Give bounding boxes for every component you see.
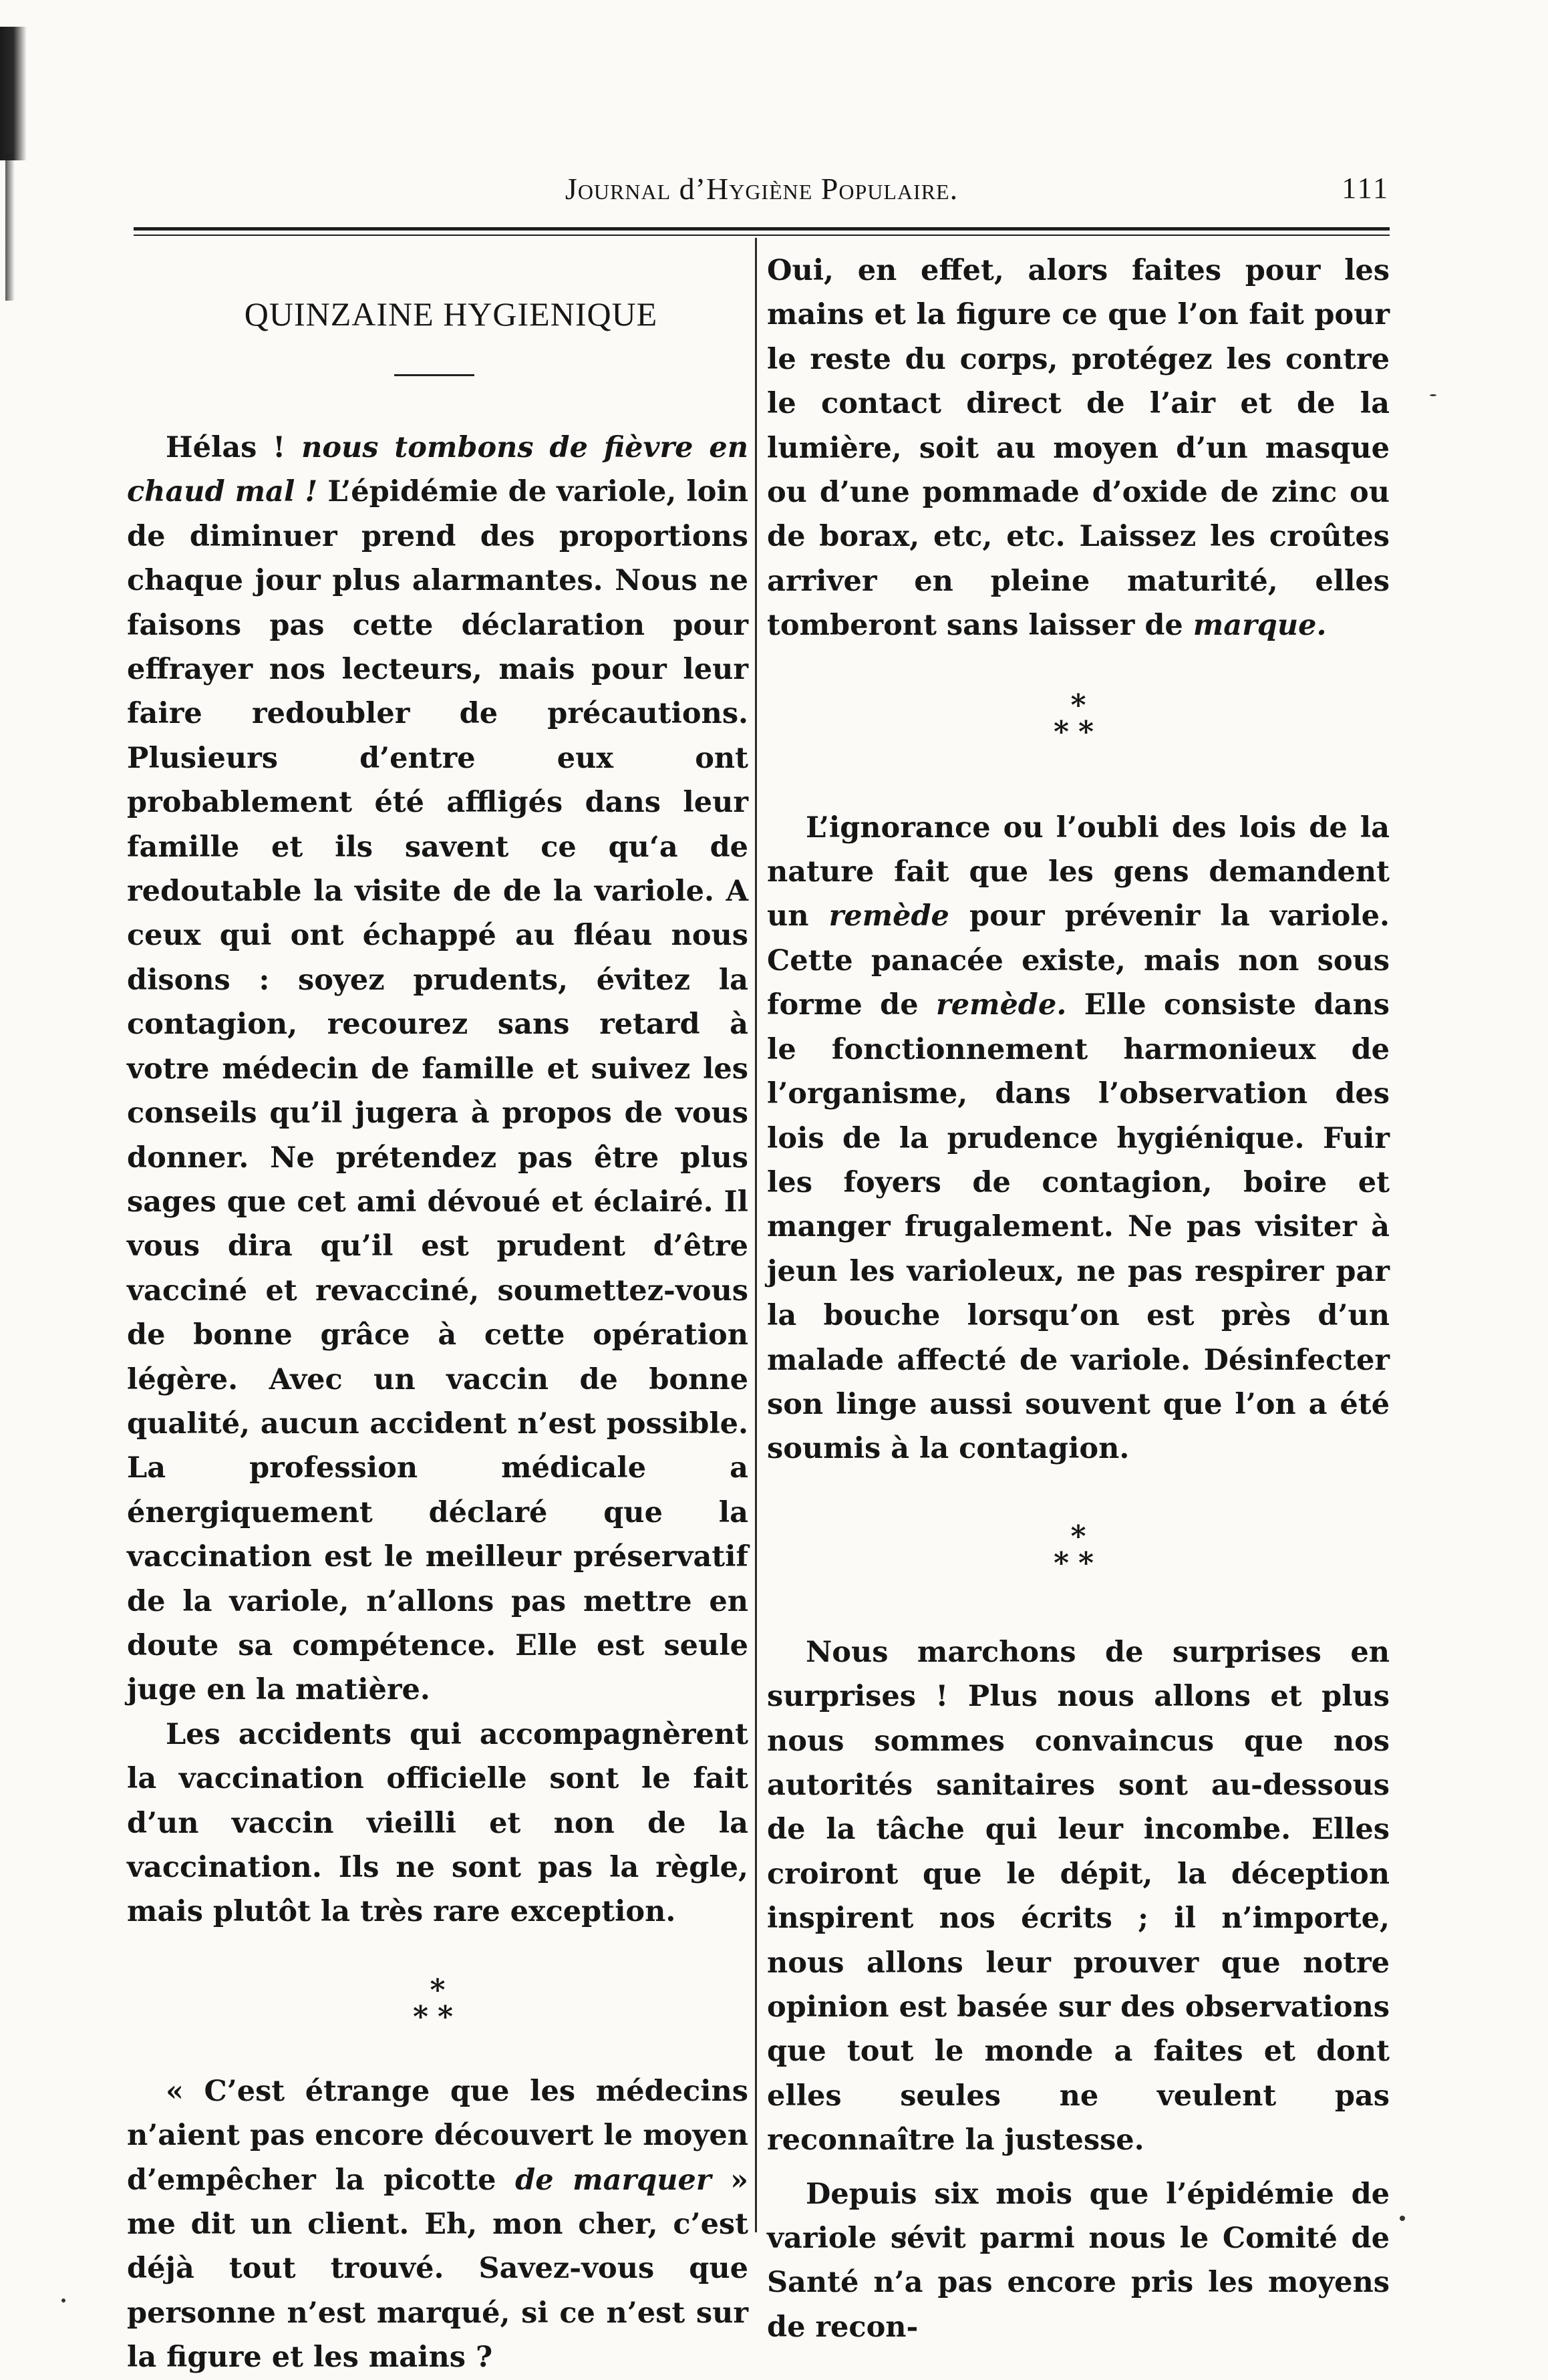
left-column xyxy=(127,249,748,2380)
section-title: QUINZAINE HYGIENIQUE xyxy=(244,295,658,333)
column-divider xyxy=(755,238,757,2232)
header-rule-thin xyxy=(134,235,1390,236)
ink-speck xyxy=(1400,2216,1405,2221)
binding-edge-shadow xyxy=(0,27,27,160)
running-head: Journal d’Hygiène Populaire. xyxy=(565,172,959,206)
ink-speck xyxy=(1430,394,1436,396)
asterism: * ** xyxy=(1053,1519,1104,1580)
binding-edge-streak xyxy=(5,154,15,301)
page-number: 111 xyxy=(1342,172,1390,204)
right-column xyxy=(767,249,1390,2349)
paragraph: « C’est étrange que les médecins n’aient pas encore découvert le moyen d’empêcher la picotte de marquer » me dit un client. Eh, mon cher, c’est déjà tout trouvé. Savez-vous que personne n’est marqué, si ce n’est sur la figure et les mains ? xyxy=(127,2074,748,2375)
paragraph: Oui, en effet, alors faites pour les mains et la figure ce que l’on fait pour le reste du corps, protégez les contre le contact direct de l’air et de la lumière, soit au moyen d’un masque ou d’une pommade d’oxide de zinc ou de borax, etc, etc. Laissez les croûtes arriver en pleine maturité, elles tomberont sans laisser de marque. xyxy=(767,254,1390,643)
paragraph: Depuis six mois que l’épidémie de variole sévit parmi nous le Comité de Santé n’a pas encore pris les moyens de recon- xyxy=(767,2177,1390,2344)
ink-speck xyxy=(61,2298,65,2302)
paragraph: L’ignorance ou l’oubli des lois de la nature fait que les gens demandent un remède pour prévenir la variole. Cette panacée existe, mais non sous forme de remède. Elle consiste dans le fonctionnement harmonieux de l’organisme, dans l’observation des lois de la prudence hygiénique. Fuir les foyers de contagion, boire et manger frugalement. Ne pas visiter à jeun les varioleux, ne pas respirer par la bouche lorsqu’on est près d’un malade affecté de variole. Désinfecter son linge aussi souvent que l’on a été soumis à la contagion. xyxy=(767,810,1390,1466)
asterism: * ** xyxy=(1053,688,1104,749)
paragraph: Hélas ! nous tombons de fièvre en chaud mal ! L’épidémie de variole, loin de diminuer prend des proportions chaque jour plus alarmantes. Nous ne faisons pas cette déclaration pour effrayer nos lecteurs, mais pour leur faire redoubler de précautions. Plusieurs d’entre eux ont probablement été affligés dans leur famille et ils savent ce qu‘a de redoutable la visite de de la variole. A ceux qui ont échappé au fléau nous disons : soyez prudents, évitez la contagion, recourez sans retard à votre médecin de famille et suivez les conseils qu’il jugera à propos de vous donner. Ne prétendez pas être plus sages que cet ami dévoué et éclairé. Il vous dira qu’il est prudent d’être vacciné et revacciné, soumettez-vous de bonne grâce à cette opération légère. Avec un vaccin de bonne qualité, aucun accident n’est possible. La profession médicale a énergiquement déclaré que la vaccination est le meilleur préservatif de la variole, n’allons pas mettre en doute sa compétence. Elle est seule juge en la matière. xyxy=(127,431,748,1707)
paragraph: Nous marchons de surprises en surprises ! Plus nous allons et plus nous sommes convaincus que nos autorités sanitaires sont au-dessous de la tâche qui leur incombe. Elles croiront que le dépit, la déception inspirent nos écrits ; il n’importe, nous allons leur prouver que notre opinion est basée sur des observations que tout le monde a faites et dont elles seules ne veulent pas reconnaître la justesse. xyxy=(767,1635,1390,2158)
asterism: * ** xyxy=(412,1972,463,2034)
header-rule-thick xyxy=(134,227,1390,231)
paragraph: Les accidents qui accompagnèrent la vaccination officielle sont le fait d’un vaccin vieilli et non de la vaccination. Ils ne sont pas la règle, mais plutôt la très rare exception. xyxy=(127,1717,748,1929)
